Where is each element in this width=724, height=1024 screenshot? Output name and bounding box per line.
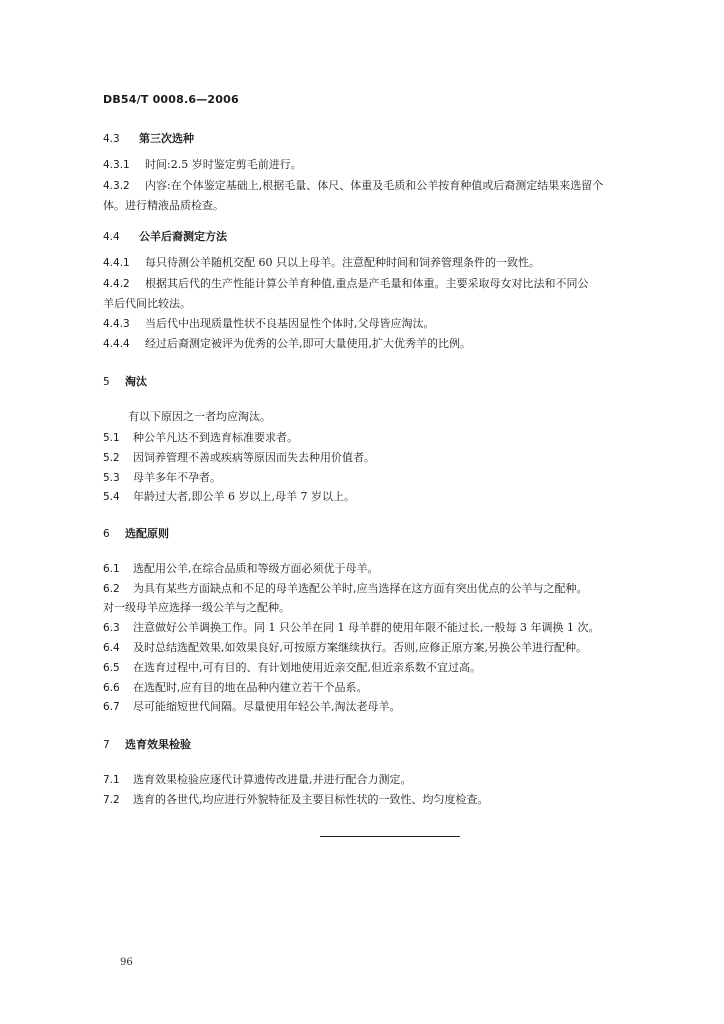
clause-6-1: 6.1 选配用公羊,在综合品质和等级方面必须优于母羊。: [103, 562, 379, 575]
clause-4-4-2-cont: 羊后代间比较法。: [103, 297, 191, 310]
clause-5-2: 5.2 因饲养管理不善或疾病等原因而失去种用价值者。: [103, 451, 375, 464]
section-5-intro: 有以下原因之一者均应淘汰。: [128, 410, 271, 423]
section-title: 选育效果检验: [125, 738, 191, 751]
clause-7-2: 7.2 选育的各世代,均应进行外貌特征及主要目标性状的一致性、均匀度检查。: [103, 793, 489, 806]
clause-6-3: 6.3 注意做好公羊调换工作。同 1 只公羊在同 1 母羊群的使用年限不能过长,一般每 3 年调换 1 次。: [103, 621, 600, 634]
section-heading-5: 5 淘汰: [103, 375, 147, 388]
clause-4-4-3: 4.4.3 当后代中出现质量性状不良基因显性个体时,父母皆应淘汰。: [103, 317, 435, 330]
clause-5-4: 5.4 年龄过大者,即公羊 6 岁以上,母羊 7 岁以上。: [103, 490, 355, 503]
clause-4-4-1: 4.4.1 每只待测公羊随机交配 60 只以上母羊。注意配种时间和饲养管理条件的一致性。: [103, 256, 540, 269]
standard-code: DB54/T 0008.6—2006: [103, 93, 239, 106]
clause-5-3: 5.3 母羊多年不孕者。: [103, 471, 221, 484]
clause-6-7: 6.7 尽可能缩短世代间隔。尽量使用年轻公羊,淘汰老母羊。: [103, 700, 401, 713]
clause-5-1: 5.1 种公羊凡达不到选育标准要求者。: [103, 431, 298, 444]
clause-4-3-2-cont: 体。进行精液品质检查。: [103, 199, 224, 212]
section-heading-6: 6 选配原则: [103, 527, 169, 540]
clause-6-2-cont: 对一级母羊应选择一级公羊与之配种。: [103, 601, 290, 614]
section-title: 公羊后裔测定方法: [139, 230, 227, 243]
clause-4-3-1: 4.3.1 时间:2.5 岁时鉴定剪毛前进行。: [103, 158, 302, 171]
section-title: 选配原则: [125, 527, 169, 540]
clause-6-5: 6.5 在选育过程中,可有目的、有计划地使用近亲交配,但近亲系数不宜过高。: [103, 661, 481, 674]
clause-6-6: 6.6 在选配时,应有目的地在品种内建立若干个品系。: [103, 681, 368, 694]
clause-4-4-4: 4.4.4 经过后裔测定被评为优秀的公羊,即可大量使用,扩大优秀羊的比例。: [103, 337, 471, 350]
end-rule: [320, 836, 460, 837]
clause-4-4-2: 4.4.2 根据其后代的生产性能计算公羊育种值,重点是产毛量和体重。主要采取母女对比法和不同公: [103, 277, 589, 290]
clause-7-1: 7.1 选育效果检验应逐代计算遗传改进量,并进行配合力测定。: [103, 773, 412, 786]
clause-6-2: 6.2 为具有某些方面缺点和不足的母羊选配公羊时,应当选择在这方面有突出优点的公羊与之配种。: [103, 582, 588, 595]
section-heading-4-4: 4.4 公羊后裔测定方法: [103, 230, 227, 243]
clause-6-4: 6.4 及时总结选配效果,如效果良好,可按原方案继续执行。否则,应修正原方案,另换公羊进行配种。: [103, 641, 587, 654]
section-heading-7: 7 选育效果检验: [103, 738, 191, 751]
page-number: 96: [120, 957, 133, 968]
section-heading-4-3: 4.3 第三次选种: [103, 132, 194, 145]
section-title: 第三次选种: [139, 132, 194, 145]
clause-4-3-2: 4.3.2 内容:在个体鉴定基础上,根据毛量、体尺、体重及毛质和公羊按育种值或后裔测定结果来选留个: [103, 179, 604, 192]
section-title: 淘汰: [125, 375, 147, 388]
